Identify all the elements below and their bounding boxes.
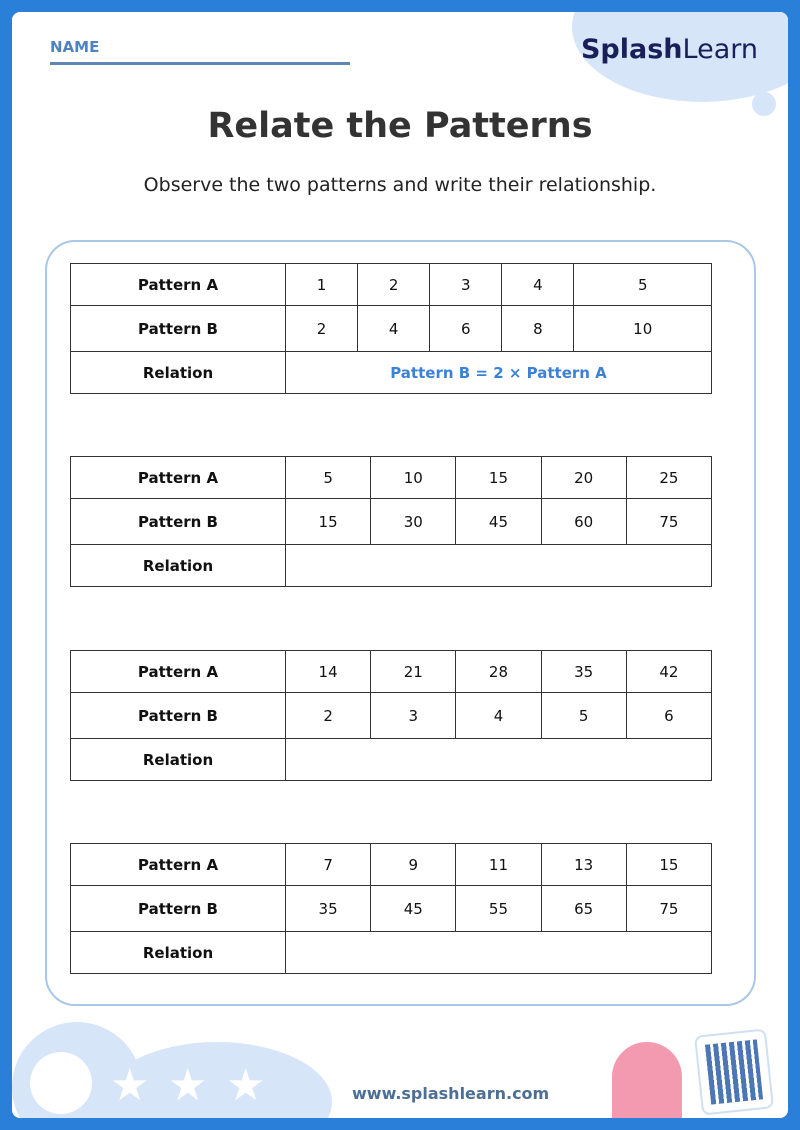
pattern-b-row	[71, 306, 712, 352]
pattern-b-row	[71, 499, 712, 545]
pattern-b-cell: 10	[574, 306, 712, 352]
row-label: Pattern B	[71, 886, 286, 932]
pattern-b-cell: 6	[626, 693, 711, 739]
pattern-b-row	[71, 886, 712, 932]
pattern-a-cell: 25	[626, 457, 711, 499]
pattern-b-cell: 15	[286, 499, 371, 545]
pattern-a-cell: 3	[430, 264, 502, 306]
worksheet	[12, 12, 788, 1118]
row-label: Pattern B	[71, 499, 286, 545]
name-label: NAME	[50, 38, 100, 56]
pattern-b-cell: 45	[456, 499, 541, 545]
pattern-a-cell: 2	[358, 264, 430, 306]
pattern-a-cell: 14	[286, 651, 371, 693]
pattern-a-row	[71, 457, 712, 499]
pattern-a-cell: 42	[626, 651, 711, 693]
qr-code-icon	[694, 1028, 774, 1115]
pattern-a-cell: 9	[371, 844, 456, 886]
pattern-b-cell: 8	[502, 306, 574, 352]
pattern-a-cell: 5	[286, 457, 371, 499]
pattern-b-cell: 75	[626, 886, 711, 932]
pattern-table	[70, 456, 712, 587]
pattern-a-cell: 15	[456, 457, 541, 499]
row-label: Pattern A	[71, 457, 286, 499]
pattern-table	[70, 263, 712, 394]
pattern-b-row	[71, 693, 712, 739]
relation-row	[71, 739, 712, 781]
pattern-a-cell: 11	[456, 844, 541, 886]
pattern-b-cell: 35	[286, 886, 371, 932]
row-label: Pattern B	[71, 693, 286, 739]
pattern-table	[70, 650, 712, 781]
instruction: Observe the two patterns and write their relationship.	[143, 174, 657, 196]
pattern-a-cell: 35	[541, 651, 626, 693]
splashlearn-logo: SplashLearn	[580, 34, 758, 65]
pattern-a-cell: 10	[371, 457, 456, 499]
pattern-a-cell: 5	[574, 264, 712, 306]
mascot-icon	[612, 1042, 682, 1118]
pattern-a-cell: 15	[626, 844, 711, 886]
pattern-a-cell: 13	[541, 844, 626, 886]
pattern-b-cell: 4	[358, 306, 430, 352]
pattern-b-cell: 5	[541, 693, 626, 739]
pattern-b-cell: 55	[456, 886, 541, 932]
pattern-a-row	[71, 651, 712, 693]
name-field[interactable]	[50, 62, 350, 65]
relation-answer-field[interactable]	[286, 739, 712, 781]
pattern-b-cell: 60	[541, 499, 626, 545]
footer-url[interactable]: www.splashlearn.com	[352, 1084, 550, 1103]
star-icon: ★	[110, 1060, 150, 1111]
row-label: Pattern B	[71, 306, 286, 352]
pattern-b-cell: 2	[286, 693, 371, 739]
relation-answer-field[interactable]	[286, 545, 712, 587]
pattern-b-cell: 3	[371, 693, 456, 739]
relation-row	[71, 545, 712, 587]
row-label: Relation	[71, 932, 286, 974]
pattern-b-cell: 45	[371, 886, 456, 932]
pattern-b-cell: 75	[626, 499, 711, 545]
pattern-a-cell: 7	[286, 844, 371, 886]
pattern-a-cell: 21	[371, 651, 456, 693]
relation-row	[71, 932, 712, 974]
page-title: Relate the Patterns	[207, 106, 593, 146]
row-label: Pattern A	[71, 651, 286, 693]
pattern-a-cell: 1	[286, 264, 358, 306]
pattern-a-row	[71, 264, 712, 306]
star-icon: ★	[226, 1060, 266, 1111]
pattern-a-cell: 20	[541, 457, 626, 499]
star-icon: ★	[168, 1060, 208, 1111]
row-label: Relation	[71, 545, 286, 587]
relation-answer-field[interactable]	[286, 932, 712, 974]
row-label: Pattern A	[71, 264, 286, 306]
relation-row	[71, 352, 712, 394]
row-label: Relation	[71, 739, 286, 781]
pattern-a-cell: 4	[502, 264, 574, 306]
pattern-b-cell: 2	[286, 306, 358, 352]
row-label: Relation	[71, 352, 286, 394]
relation-answer-field[interactable]: Pattern B = 2 × Pattern A	[286, 352, 712, 394]
pattern-a-cell: 28	[456, 651, 541, 693]
pattern-b-cell: 6	[430, 306, 502, 352]
pattern-b-cell: 4	[456, 693, 541, 739]
pattern-b-cell: 65	[541, 886, 626, 932]
pattern-a-row	[71, 844, 712, 886]
row-label: Pattern A	[71, 844, 286, 886]
pattern-b-cell: 30	[371, 499, 456, 545]
pattern-table	[70, 843, 712, 974]
smiley-icon	[30, 1052, 92, 1114]
